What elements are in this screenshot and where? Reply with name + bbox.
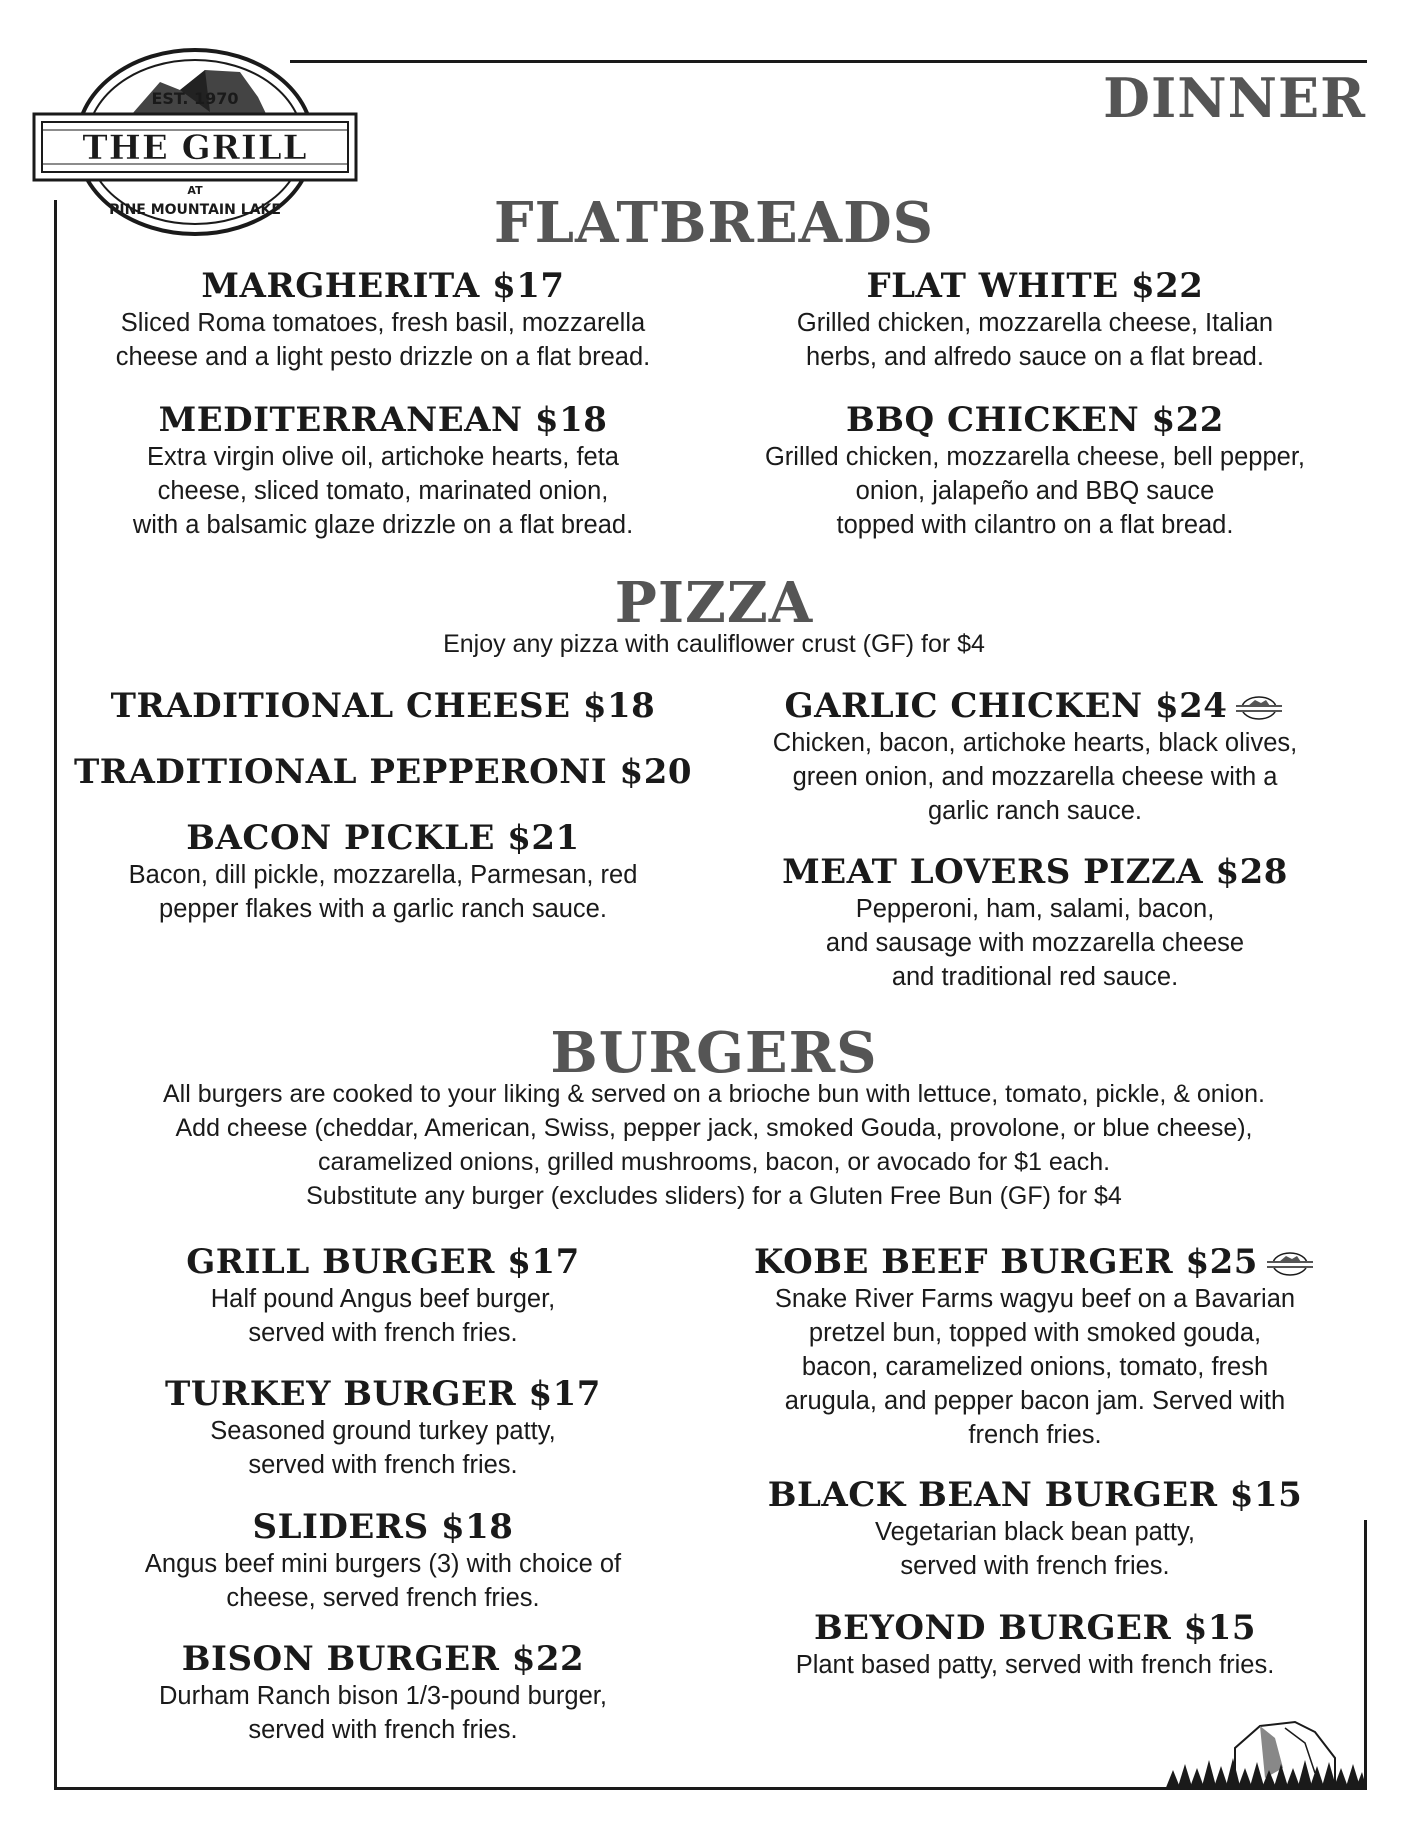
menu-item-kobe-beef-burger	[715, 1242, 1355, 1452]
item-name: FLAT WHITE $22	[866, 266, 1204, 306]
frame-left-line	[54, 200, 57, 1790]
menu-item-bacon-pickle	[66, 818, 700, 926]
item-name: BEYOND BURGER $15	[813, 1608, 1257, 1648]
item-description: Bacon, dill pickle, mozzarella, Parmesan, red pepper flakes with a garlic ranch sauce.	[128, 861, 638, 923]
item-name: BLACK BEAN BURGER $15	[767, 1475, 1303, 1515]
item-name: TRADITIONAL PEPPERONI $20	[73, 752, 693, 792]
logo-at-text: AT	[187, 184, 203, 197]
item-name: GRILL BURGER $17	[186, 1242, 580, 1282]
item-description: Extra virgin olive oil, artichoke hearts, feta cheese, sliced tomato, marinated onion, with a balsamic glaze drizzle on a flat bread.	[132, 443, 634, 539]
menu-item-garlic-chicken	[715, 686, 1355, 828]
menu-title: DINNER	[1103, 66, 1366, 130]
item-description: Plant based patty, served with french fries.	[795, 1651, 1275, 1679]
item-name: MEDITERRANEAN $18	[158, 400, 608, 440]
menu-item-grill-burger	[66, 1242, 700, 1350]
item-name: KOBE BEEF BURGER $25	[715, 1242, 1355, 1282]
item-name: TURKEY BURGER $17	[165, 1374, 601, 1414]
menu-item-bbq-chicken	[715, 400, 1355, 542]
item-description: Grilled chicken, mozzarella cheese, Italian herbs, and alfredo sauce on a flat bread.	[796, 309, 1274, 371]
item-name: BBQ CHICKEN $22	[846, 400, 1224, 440]
house-specialty-badge-icon	[1264, 1251, 1316, 1277]
item-name: SLIDERS $18	[252, 1507, 514, 1547]
section-title-flatbreads: FLATBREADS	[493, 190, 935, 256]
item-description: Pepperoni, ham, salami, bacon, and sausage with mozzarella cheese and traditional red sauce.	[825, 895, 1245, 991]
menu-item-sliders	[66, 1507, 700, 1615]
item-name: BACON PICKLE $21	[186, 818, 580, 858]
menu-item-traditional-cheese	[66, 686, 700, 726]
menu-item-traditional-pepperoni	[66, 752, 700, 792]
item-description: Angus beef mini burgers (3) with choice of cheese, served french fries.	[144, 1550, 622, 1612]
item-description: Durham Ranch bison 1/3-pound burger, served with french fries.	[159, 1682, 607, 1744]
pizza-note: Enjoy any pizza with cauliflower crust (GF) for $4	[443, 630, 985, 658]
menu-item-bison-burger	[66, 1639, 700, 1747]
menu-item-meat-lovers	[715, 852, 1355, 994]
menu-item-flat-white	[715, 266, 1355, 374]
item-name: MEAT LOVERS PIZZA $28	[782, 852, 1288, 892]
section-title-burgers: BURGERS	[550, 1020, 878, 1086]
menu-item-turkey-burger	[66, 1374, 700, 1482]
item-description: Half pound Angus beef burger, served with french fries.	[210, 1285, 556, 1347]
item-name: GARLIC CHICKEN $24	[715, 686, 1355, 726]
house-specialty-badge-icon	[1233, 695, 1285, 721]
item-name: MARGHERITA $17	[201, 266, 565, 306]
menu-item-mediterranean	[66, 400, 700, 542]
logo-est-text: EST. 1970	[151, 89, 239, 108]
item-description: Chicken, bacon, artichoke hearts, black olives, green onion, and mozzarella cheese with a garlic ranch sauce.	[772, 729, 1298, 825]
mountain-trees-icon	[1165, 1718, 1367, 1790]
logo-place-text: PINE MOUNTAIN LAKE	[109, 202, 281, 218]
menu-item-beyond-burger	[715, 1608, 1355, 1682]
menu-item-margherita	[66, 266, 700, 374]
item-description: Grilled chicken, mozzarella cheese, bell pepper, onion, jalapeño and BBQ sauce topped with cilantro on a flat bread.	[764, 443, 1306, 539]
burgers-note: All burgers are cooked to your liking & served on a brioche bun with lettuce, tomato, pickle, & onion. Add cheese (cheddar, American, Swiss, pepper jack, smoked Gouda, provolone, or blue cheese), caramelized onions, grilled mushrooms, bacon, or avocado for $1 each. Substitute any burger (excludes sliders) for a Gluten Free Bun (GF) for $4	[163, 1080, 1265, 1210]
frame-top-line	[290, 60, 1367, 63]
item-description: Seasoned ground turkey patty, served with french fries.	[210, 1417, 556, 1479]
item-description: Vegetarian black bean patty, served with french fries.	[875, 1518, 1195, 1580]
menu-item-black-bean-burger	[715, 1475, 1355, 1583]
logo-name-text: THE GRILL	[82, 128, 308, 168]
item-description: Sliced Roma tomatoes, fresh basil, mozzarella cheese and a light pesto drizzle on a flat bread.	[115, 309, 651, 371]
item-description: Snake River Farms wagyu beef on a Bavarian pretzel bun, topped with smoked gouda, bacon, caramelized onions, tomato, fresh arugula, and pepper bacon jam. Served with french fries.	[774, 1285, 1296, 1449]
item-name: BISON BURGER $22	[181, 1639, 585, 1679]
section-title-pizza: PIZZA	[614, 570, 814, 636]
item-name: TRADITIONAL CHEESE $18	[110, 686, 656, 726]
